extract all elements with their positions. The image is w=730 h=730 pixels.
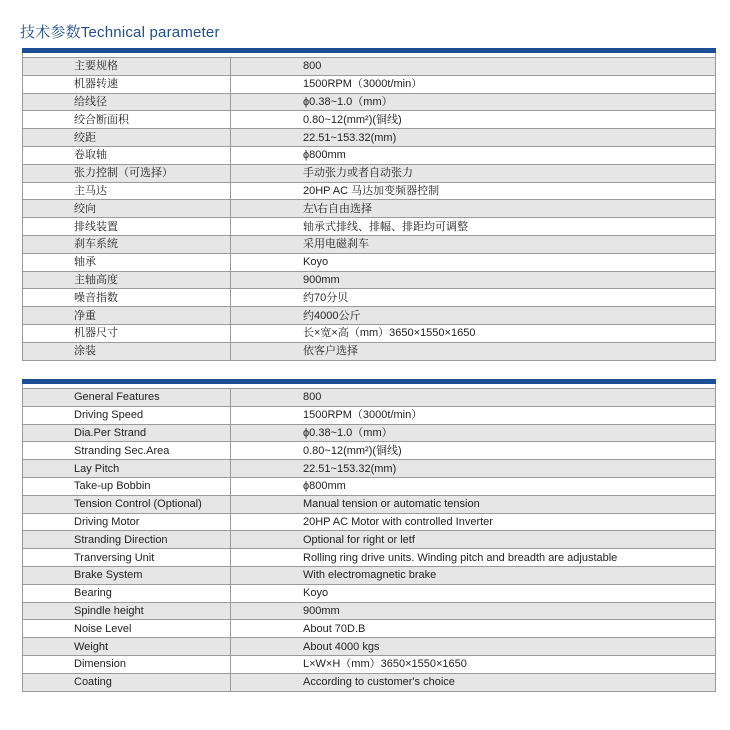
zh-spec-value: 1500RPM（3000t/min） [231,75,716,93]
zh-spec-label: 卷取轴 [23,146,231,164]
en-spec-value: Koyo [231,584,716,602]
zh-spec-value: 轴承式排线、排幅、排距均可调整 [231,218,716,236]
en-spec-label: Tension Control (Optional) [23,495,231,513]
en-spec-row [23,584,716,602]
en-spec-label: Coating [23,673,231,691]
en-spec-label: General Features [23,389,231,407]
zh-spec-value: 采用电磁刹车 [231,235,716,253]
en-spec-row [23,602,716,620]
zh-spec-label: 绞距 [23,129,231,147]
en-spec-row [23,673,716,691]
zh-spec-row [23,164,716,182]
zh-spec-row [23,342,716,360]
en-spec-row [23,566,716,584]
en-spec-row [23,442,716,460]
en-spec-value: Optional for right or letf [231,531,716,549]
zh-spec-row [23,218,716,236]
en-spec-value: About 70D.B [231,620,716,638]
en-spec-label: Driving Motor [23,513,231,531]
zh-spec-label: 涂装 [23,342,231,360]
en-spec-row [23,620,716,638]
en-spec-value: 1500RPM（3000t/min） [231,406,716,424]
zh-spec-value: 长×宽×高（mm）3650×1550×1650 [231,324,716,342]
en-spec-value: With electromagnetic brake [231,566,716,584]
en-spec-row [23,389,716,407]
zh-spec-label: 主要规格 [23,58,231,76]
zh-spec-row [23,146,716,164]
zh-spec-row [23,235,716,253]
en-spec-value: 0.80~12(mm²)(铜线) [231,442,716,460]
zh-spec-value: 左\右自由选择 [231,200,716,218]
en-spec-label: Brake System [23,566,231,584]
zh-spec-value: ϕ800mm [231,146,716,164]
en-spec-row [23,638,716,656]
zh-spec-row [23,75,716,93]
en-spec-label: Take-up Bobbin [23,477,231,495]
zh-spec-label: 刹车系统 [23,235,231,253]
en-spec-value: L×W×H（mm）3650×1550×1650 [231,655,716,673]
en-spec-label: Dimension [23,655,231,673]
zh-spec-label: 主轴高度 [23,271,231,289]
zh-spec-row [23,307,716,325]
zh-spec-label: 张力控制（可选择） [23,164,231,182]
en-spec-row [23,460,716,478]
zh-spec-row [23,111,716,129]
en-spec-label: Spindle height [23,602,231,620]
zh-spec-value: 约70分贝 [231,289,716,307]
en-spec-label: Stranding Direction [23,531,231,549]
page-title: 技术参数Technical parameter [20,24,220,41]
en-spec-label: Dia.Per Strand [23,424,231,442]
zh-spec-row [23,93,716,111]
en-spec-label: Tranversing Unit [23,549,231,567]
en-spec-row [23,477,716,495]
en-spec-value: ϕ800mm [231,477,716,495]
zh-spec-value: 0.80~12(mm²)(铜线) [231,111,716,129]
zh-spec-label: 排线装置 [23,218,231,236]
en-spec-row [23,495,716,513]
en-spec-row [23,424,716,442]
en-spec-label: Stranding Sec.Area [23,442,231,460]
en-spec-value: 20HP AC Motor with controlled Inverter [231,513,716,531]
zh-spec-label: 绞向 [23,200,231,218]
zh-spec-table [22,57,716,361]
zh-spec-value: Koyo [231,253,716,271]
zh-spec-row [23,253,716,271]
en-spec-label: Bearing [23,584,231,602]
en-spec-row [23,406,716,424]
en-spec-table [22,388,716,692]
zh-spec-label: 机器转速 [23,75,231,93]
en-spec-section [22,379,716,692]
en-spec-row [23,549,716,567]
zh-spec-label: 给线径 [23,93,231,111]
zh-spec-value: 依客户选择 [231,342,716,360]
en-spec-value: 900mm [231,602,716,620]
zh-spec-value: 手动张力或者自动张力 [231,164,716,182]
zh-spec-label: 净重 [23,307,231,325]
zh-spec-row [23,129,716,147]
en-spec-value: Rolling ring drive units. Winding pitch and breadth are adjustable [231,549,716,567]
zh-spec-row [23,200,716,218]
zh-spec-value: 约4000公斤 [231,307,716,325]
zh-spec-label: 轴承 [23,253,231,271]
zh-spec-row [23,324,716,342]
zh-spec-section [22,48,716,361]
zh-spec-label: 噪音指数 [23,289,231,307]
zh-spec-label: 主马达 [23,182,231,200]
zh-spec-row [23,289,716,307]
zh-spec-value: 900mm [231,271,716,289]
en-spec-row [23,513,716,531]
en-spec-value: About 4000 kgs [231,638,716,656]
zh-spec-row [23,182,716,200]
en-spec-row [23,531,716,549]
en-spec-value: Manual tension or automatic tension [231,495,716,513]
en-spec-row [23,655,716,673]
zh-spec-label: 绞合断面积 [23,111,231,129]
zh-spec-value: 20HP AC 马达加变频器控制 [231,182,716,200]
zh-spec-label: 机器尺寸 [23,324,231,342]
zh-spec-row [23,58,716,76]
zh-spec-value: ϕ0.38~1.0（mm） [231,93,716,111]
zh-spec-row [23,271,716,289]
en-spec-value: According to customer's choice [231,673,716,691]
en-spec-label: Noise Level [23,620,231,638]
en-spec-label: Lay Pitch [23,460,231,478]
en-spec-value: 800 [231,389,716,407]
en-spec-label: Weight [23,638,231,656]
zh-spec-value: 800 [231,58,716,76]
en-spec-value: 22.51~153.32(mm) [231,460,716,478]
zh-spec-value: 22.51~153.32(mm) [231,129,716,147]
en-spec-value: ϕ0.38~1.0（mm） [231,424,716,442]
en-spec-label: Driving Speed [23,406,231,424]
